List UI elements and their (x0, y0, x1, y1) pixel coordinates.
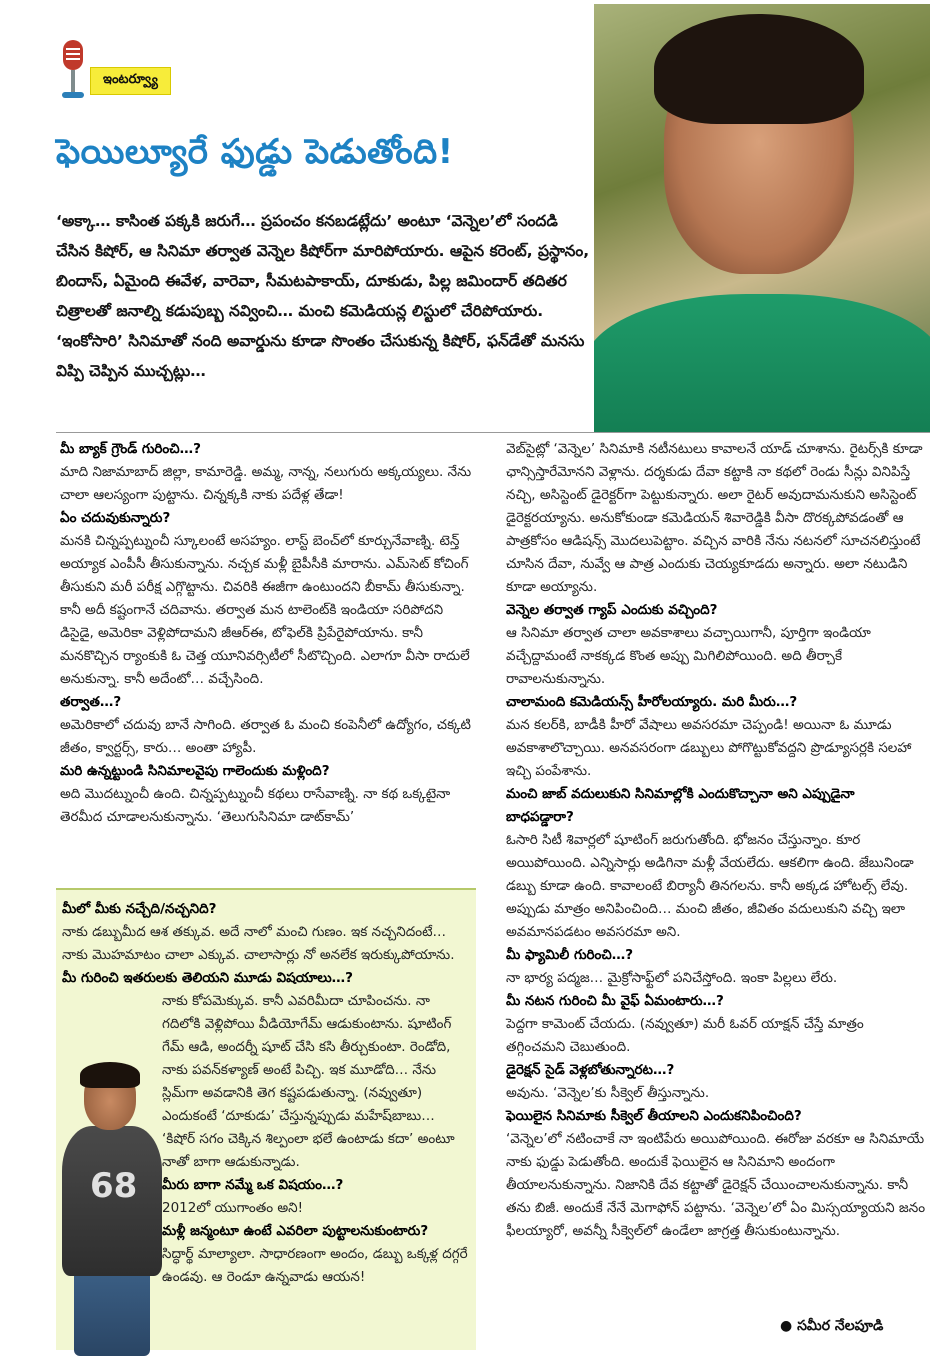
question: చాలామంది కమెడియన్స్ హీరోలయ్యారు. మరి మీరు…? (506, 694, 798, 710)
main-photo (594, 4, 930, 432)
small-photo: 68 (60, 1066, 170, 1356)
question: మీరు బాగా నమ్మే ఒక విషయం…? (162, 1177, 344, 1193)
interview-badge (58, 40, 171, 102)
answer: వెబ్‌సైట్లో ‘వెన్నెల’ సినిమాకి నటీనటులు కావాలనే యాడ్ చూశాను. రైటర్స్‌కి కూడా ఛాన్సిస్తారేమోనని వెళ్లాను. దర్శకుడు దేవా కట్టాకి నా కథలో రెండు సీన్లు వినిపిస్తే నచ్చి, అసిస్టెంట్ డైరెక్టర్‌గా పెట్టుకున్నారు. అలా రైటర్ అవుదామనుకుని అసిస్టెంట్ డైరెక్టరయ్యాను. అనుకోకుండా కమెడియన్ శివారెడ్డికి వీసా దొరక్కపోవడంతో ఆ పాత్రకోసం ఆడిషన్స్ మొదలుపెట్టాం. వచ్చిన వారికి నేను నటనలో సూచనలిస్తుంటే చూసిన దేవా, నువ్వే ఆ పాత్ర ఎందుకు చెయ్యకూడదు అన్నారు. అలా నటుడిని కూడా అయ్యాను. (506, 441, 923, 595)
divider (56, 432, 930, 433)
question: వెన్నెల తర్వాత గ్యాప్ ఎందుకు వచ్చింది? (506, 602, 718, 618)
question: మంచి జాబ్ వదులుకుని సినిమాల్లోకి ఎందుకొచ్చానా అని ఎప్పుడైనా బాధపడ్డారా? (506, 786, 855, 825)
question: మీ గురించి ఇతరులకు తెలియని మూడు విషయాలు…? (62, 970, 353, 986)
question: ఏం చదువుకున్నారు? (60, 510, 171, 526)
answer: అది మొదట్నుంచీ ఉంది. చిన్నప్పట్నుంచీ కథలు రాసేవాణ్ని. నా కథ ఒక్కటైనా తెరమీద చూడాలనుకున్నాను. ‘తెలుగుసినిమా డాట్‌కామ్’ (60, 786, 451, 825)
right-column (506, 438, 926, 1243)
question: మళ్లీ జన్మంటూ ఉంటే ఎవరిలా పుట్టాలనుకుంటారు? (162, 1223, 429, 1239)
question: డైరెక్షన్ సైడ్ వెళ్లబోతున్నారట…? (506, 1062, 675, 1078)
question: మీ బ్యాక్ గ్రౌండ్ గురించి…? (60, 441, 201, 457)
answer: నాకు డబ్బుమీద ఆశ తక్కువ. అదే నాలో మంచి గుణం. ఇక నచ్చనిదంటే… నాకు మొహమాటం చాలా ఎక్కువ. చాలాసార్లు నో అనలేక ఇరుక్కుపోయాను. (62, 924, 455, 963)
answer: అమెరికాలో చదువు బానే సాగింది. తర్వాత ఓ మంచి కంపెనీలో ఉద్యోగం, చక్కటి జీతం, క్వార్టర్స్, కారు… అంతా హ్యాపీ. (60, 717, 471, 756)
badge-label: ఇంటర్వ్యూ (90, 67, 171, 95)
left-column (60, 438, 480, 829)
answer: పెద్దగా కామెంట్ చేయదు. (నవ్వుతూ) మరీ ఓవర్ యాక్షన్ చేస్తే మాత్రం తగ్గించమని చెబుతుంది. (506, 1016, 864, 1055)
question: మీలో మీకు నచ్చేది/నచ్చనిది? (62, 901, 217, 917)
question: మీ ఫ్యామిలీ గురించి…? (506, 947, 634, 963)
question: ఫెయిలైన సినిమాకు సీక్వెల్ తీయాలని ఎందుకనిపించింది? (506, 1108, 802, 1124)
answer: నా భార్య పద్మజ… మైక్రోసాఫ్ట్‌లో పనిచేస్తోంది. ఇంకా పిల్లలు లేరు. (506, 970, 838, 986)
answer: సిద్ధార్థ్ మాల్యాలా. సాధారణంగా అందం, డబ్బు ఒక్కళ్ల దగ్గరే ఉండవు. ఆ రెండూ ఉన్నవాడు ఆయన! (162, 1246, 468, 1285)
answer: 2012లో యుగాంతం అని! (162, 1200, 304, 1216)
answer: మన కలర్‌కి, బాడీకి హీరో వేషాలు అవసరమా చెప్పండి! అయినా ఓ మూడు అవకాశాలొచ్చాయి. అనవసరంగా డబ్బులు పోగొట్టుకోవద్దని ప్రొడ్యూసర్లకి సలహా ఇచ్చి పంపేశాను. (506, 717, 912, 779)
answer: ‘వెన్నెల’లో నటించాకే నా ఇంటిపేరు అయిపోయింది. ఈరోజు వరకూ ఆ సినిమాయే నాకు ఫుడ్డు పెడుతోంది. అందుకే ఫెయిలైన ఆ సినిమాని అందంగా తీయాలనుకున్నాను. నిజానికి దేవ కట్టాతో డైరెక్షన్ చేయించాలనుకున్నాను. కానీ తను బిజీ. అందుకే నేనే మెగాఫోన్ పట్టాను. ‘వెన్నెల’లో ఏం మిస్సయ్యాయని జనం ఫీలయ్యారో, అవన్నీ సీక్వెల్‌లో ఉండేలా జాగ్రత్త తీసుకుంటున్నాను. (506, 1131, 926, 1239)
article-title: ఫెయిల్యూరే ఫుడ్డు పెడుతోంది! (56, 132, 454, 172)
answer: నాకు కోపమెక్కువ. కానీ ఎవరిమీదా చూపించను. నా గదిలోకి వెళ్లిపోయి వీడియోగేమ్ ఆడుకుంటాను. షూటింగ్ గేమ్ ఆడి, అందర్నీ షూట్ చేసి కసి తీర్చుకుంటా. రెండోది, నాకు పవన్‌కళ్యాణ్ అంటే పిచ్చి. ఇక మూడోది… నేను స్లిమ్‌గా అవడానికి తెగ కష్టపడుతున్నా. (నవ్వుతూ) ఎందుకంటే ‘దూకుడు’ చేస్తున్నప్పుడు మహేష్‌బాబు… ‘కిషోర్ సగం చెక్కిన శిల్పంలా భలే ఉంటాడు కదా’ అంటూ నాతో బాగా ఆడుకున్నాడు. (162, 993, 455, 1170)
question: మీ నటన గురించి మీ వైఫ్ ఏమంటారు…? (506, 993, 724, 1009)
answer: ఓసారి సిటీ శివార్లలో షూటింగ్ జరుగుతోంది. భోజనం చేస్తున్నాం. కూర అయిపోయింది. ఎన్నిసార్లు అడిగినా మళ్లీ వేయలేదు. ఆకలిగా ఉంది. జేబునిండా డబ్బు కూడా ఉంది. కావాలంటే బిర్యానీ తినగలను. కానీ అక్కడ హోటల్స్ లేవు. అప్పుడు మాత్రం అనిపించింది… మంచి జీతం, జీవితం వదులుకుని వచ్చి ఇలా అవమానపడటం అవసరమా అని. (506, 832, 914, 940)
question: తర్వాత…? (60, 694, 122, 710)
answer: అవును. ‘వెన్నెల’కు సీక్వెల్ తీస్తున్నాను. (506, 1085, 710, 1101)
author-byline: ● సమీర నేలపూడి (780, 1318, 884, 1334)
question: మరి ఉన్నట్టుండి సినిమాలవైపు గాలెందుకు మళ్లింది? (60, 763, 330, 779)
answer: మనకి చిన్నప్పట్నుంచీ స్కూలంటే అసహ్యం. లాస్ట్ బెంచ్‌లో కూర్చునేవాణ్ని. టెన్త్ అయ్యాక ఎంపీసీ తీసుకున్నాను. నచ్చక మళ్లీ బైపీసీకి మారాను. ఎమ్‌సెట్ కోచింగ్ తీసుకుని మరీ పరీక్ష ఎగ్గొట్టాను. చివరికి ఈజీగా ఉంటుందని బీకామ్ తీసుకున్నా. కానీ అదీ కష్టంగానే చదివాను. తర్వాత మన టాలెంట్‌కి ఇండియా సరిపోదని డిసైడై, అమెరికా వెళ్లిపోదామని జీఆర్‌ఈ, టోఫెల్‌కి ప్రిపేరైపోయాను. కానీ మనకొచ్చిన ర్యాంకుకి ఓ చెత్త యూనివర్సిటీలో సీటొచ్చింది. ఎలాగూ వీసా రాదులే అనుకున్నా. కానీ అదేంటో… వచ్చేసింది. (60, 533, 470, 687)
answer: మాది నిజామాబాద్ జిల్లా, కామారెడ్డి. అమ్మ, నాన్న, నలుగురు అక్కయ్యలు. నేను చాలా ఆలస్యంగా పుట్టాను. చిన్నక్కకి నాకు పదేళ్ల తేడా! (60, 464, 472, 503)
intro-paragraph: ‘అక్కా… కాసింత పక్కకి జరుగే… ప్రపంచం కనబడట్లేదు’ అంటూ ‘వెన్నెల’లో సందడి చేసిన కిషోర్, ఆ సినిమా తర్వాత వెన్నెల కిషోర్‌గా మారిపోయారు. ఆపైన కరెంట్, ప్రస్థానం, బిందాస్, ఏమైంది ఈవేళ, వారెవా, సీమటపాకాయ్, దూకుడు, పిల్ల జమిందార్ తదితర చిత్రాలతో జనాల్ని కడుపుబ్బ నవ్వించి… మంచి కమెడియన్ల లిస్టులో చేరిపోయారు. ‘ఇంకోసారి’ సినిమాతో నంది అవార్డును కూడా సొంతం చేసుకున్న కిషోర్, ఫన్‌డేతో మనసు విప్పి చెప్పిన ముచ్చట్లు… (56, 212, 590, 380)
microphone-icon (58, 40, 88, 102)
answer: ఆ సినిమా తర్వాత చాలా అవకాశాలు వచ్చాయిగానీ, పూర్తిగా ఇండియా వచ్చేద్దామంటే నాకక్కడ కొంత అప్పు మిగిలిపోయింది. అది తీర్చాకే రావాలనుకున్నాను. (506, 625, 871, 687)
